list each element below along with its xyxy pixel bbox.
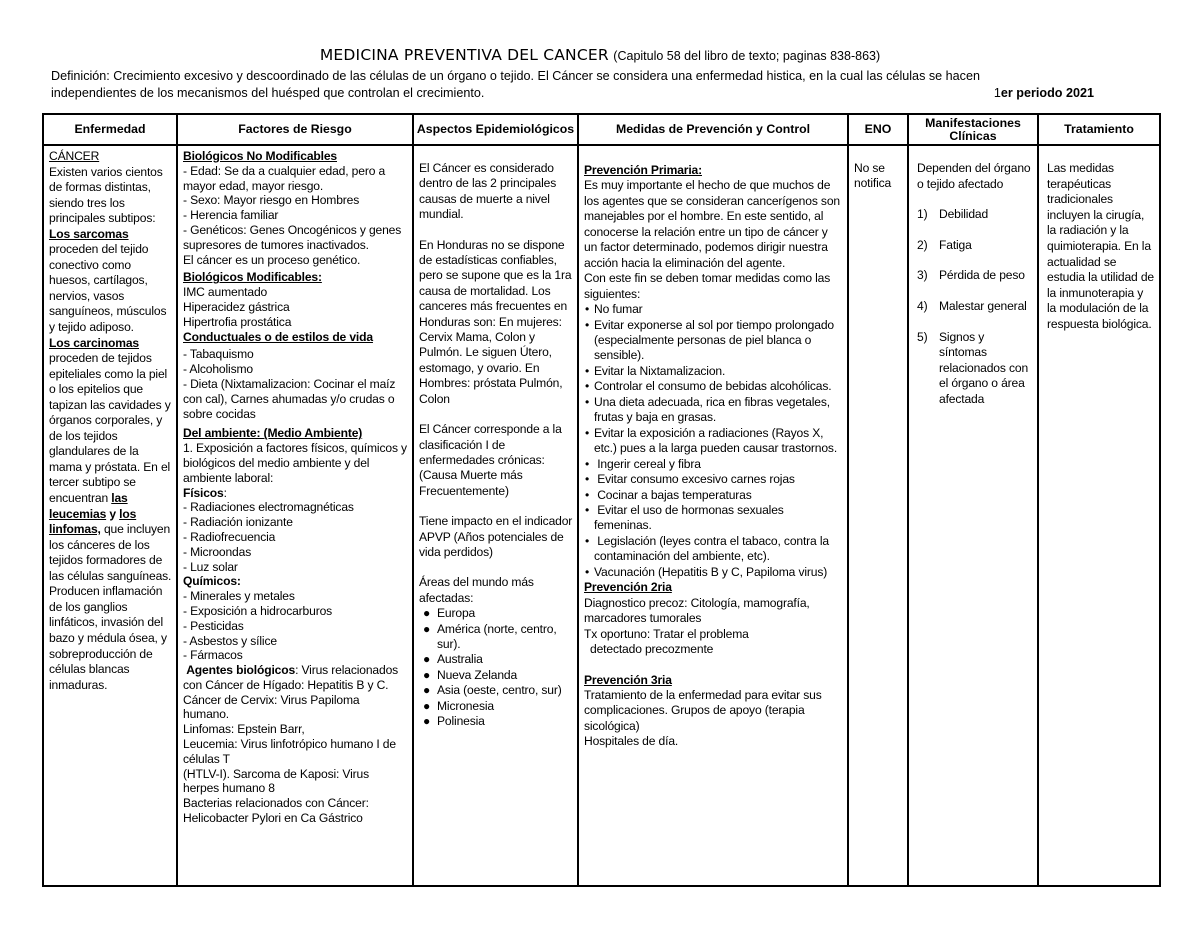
list-item: 3) Pérdida de peso xyxy=(917,268,1025,283)
disease-heading: CÁNCER xyxy=(49,149,100,163)
title-subtitle: (Capitulo 58 del libro de texto; paginas 838-863) xyxy=(613,49,881,63)
fisicos-colon: : xyxy=(223,485,227,500)
bullet-icon: • xyxy=(585,472,590,487)
list-item: • Evitar el uso de hormonas sexuales femeninas. xyxy=(585,502,784,533)
agentes-heading xyxy=(183,663,408,693)
bullet-icon: • xyxy=(585,302,590,317)
agentes-item: Cáncer de Cervix: Virus Papiloma humano. xyxy=(183,692,360,722)
aspectos-p5: Áreas del mundo más afectadas: xyxy=(419,575,534,605)
bullet-icon: • xyxy=(585,317,590,332)
list-item: • Controlar el consumo de bebidas alcohólicas. xyxy=(585,379,832,394)
list-item: ● Australia xyxy=(423,652,483,667)
cell-eno xyxy=(848,145,908,886)
bullet-icon: ● xyxy=(423,621,431,636)
disease-intro: Existen varios cientos de formas distintas, siendo tres los principales subtipos: xyxy=(49,164,163,226)
cell-enfermedad xyxy=(43,145,177,886)
bullet-icon: ● xyxy=(423,652,431,667)
factores-s2-title: Biológicos Modificables: xyxy=(183,270,322,285)
factores-s3-item: - Dieta (Nixtamalizacion: Cocinar el maíz con cal), Carnes ahumadas y/o crudas o sobre cocidas xyxy=(183,376,396,421)
list-item: • Una dieta adecuada, rica en fibras vegetales, frutas y baja en grasas. xyxy=(585,394,830,425)
header-factores: Factores de Riesgo xyxy=(177,114,413,145)
manifestaciones-intro: Dependen del órgano o tejido afectado xyxy=(917,161,1031,191)
cell-medidas xyxy=(578,145,848,886)
aspectos-p1: El Cáncer es considerado dentro de las 2 principales causas de muerte a nivel mundial. xyxy=(419,161,557,222)
fisicos-label: Físicos xyxy=(183,485,224,500)
cell-tratamiento xyxy=(1038,145,1160,886)
period-text: er periodo 2021 xyxy=(1000,86,1094,100)
prevencion-secundaria-text2: Tx oportuno: Tratar el problema xyxy=(584,626,749,641)
factores-s1-item: - Herencia familiar xyxy=(183,208,279,223)
bullet-icon: • xyxy=(585,564,590,579)
list-item: 1) Debilidad xyxy=(917,207,989,222)
carcinomas-text xyxy=(49,351,172,693)
sarcomas-text: proceden del tejido conectivo como huesos, cartílagos, nervios, vasos sanguíneos, músculos y tejido adiposo. xyxy=(49,242,167,335)
definition-line-2: independientes de los mecanismos del huésped que controlan el crecimiento. xyxy=(51,85,485,100)
period-number: 1 xyxy=(993,86,1001,100)
list-item: • Vacunación (Hepatitis B y C, Papiloma virus) xyxy=(585,564,828,579)
factores-s1-item: El cáncer es un proceso genético. xyxy=(183,252,361,267)
factores-s1-item: - Genéticos: Genes Oncogénicos y genes supresores de tumores inactivados. xyxy=(183,222,402,252)
fisicos-heading xyxy=(183,486,408,501)
list-item: • Evitar consumo excesivo carnes rojas xyxy=(585,472,795,487)
prevencion-primaria-text: Es muy importante el hecho de que muchos de los agentes que se consideran cancerígenos son manejables por el hombre. En este sentido, al conocerse la relación entre un tipo de cáncer y un factor determinado, podemos dirigir nuestra acción hacia la eliminación del agente. xyxy=(584,178,840,270)
quimicos-item: - Fármacos xyxy=(183,648,243,663)
bullet-icon: ● xyxy=(423,698,431,713)
leucemias-label: las leucemias xyxy=(49,491,128,521)
agentes-item: Linfomas: Epstein Barr, xyxy=(183,722,305,737)
agentes-item: Bacterias relacionados con Cáncer: Helicobacter Pylori en Ca Gástrico xyxy=(183,796,369,826)
factores-s2-item: Hiperacidez gástrica xyxy=(183,299,290,314)
bullet-icon: ● xyxy=(423,683,431,698)
carcinomas-desc: proceden de tejidos epiteliales como la piel o los epitelios que tapizan las cavidades y órganos corporales, y de los tejidos glandulares de la mama y próstata. En el tercer subtipo se encuentran xyxy=(49,351,171,506)
list-item: • Evitar la exposición a radiaciones (Rayos X, etc.) pues a la larga pueden causar trastornos. xyxy=(585,425,838,456)
list-item: • Evitar exponerse al sol por tiempo prolongado (especialmente personas de piel blanca o sensible). xyxy=(585,317,834,363)
factores-s2-item: IMC aumentado xyxy=(183,285,268,300)
fisicos-item: - Luz solar xyxy=(183,559,238,574)
header-eno: ENO xyxy=(848,114,908,145)
header-tratamiento: Tratamiento xyxy=(1038,114,1160,145)
prevencion-secundaria-text3: detectado precozmente xyxy=(590,642,714,657)
quimicos-label: Químicos: xyxy=(183,574,241,589)
quimicos-item: - Exposición a hidrocarburos xyxy=(183,603,333,618)
list-item: • Legislación (leyes contra el tabaco, contra la contaminación del ambiente, etc). xyxy=(585,533,829,564)
bullet-icon: ● xyxy=(423,606,431,621)
prevencion-primaria-title: Prevención Primaria: xyxy=(584,163,702,177)
factores-s1-item: - Sexo: Mayor riesgo en Hombres xyxy=(183,193,360,208)
linfomas-text: que incluyen los cánceres de los tejidos formadores de las células sanguíneas. Producen inflamación de los ganglios linfáticos, invasión del bazo y médula ósea, y sobreproducción de células blancas inmaduras. xyxy=(49,522,172,692)
header-medidas: Medidas de Prevención y Control xyxy=(578,114,848,145)
factores-s2-item: Hipertrofia prostática xyxy=(183,314,292,329)
list-item: • Evitar la Nixtamalizacion. xyxy=(585,363,726,378)
prevention-table xyxy=(42,113,1161,887)
prevencion-terciaria-text2: Hospitales de día. xyxy=(584,734,679,749)
aspectos-p3: El Cáncer corresponde a la clasificación I de enfermedades crónicas: (Causa Muerte más Frecuentemente) xyxy=(419,422,562,498)
factores-s1-item: - Edad: Se da a cualquier edad, pero a mayor edad, mayor riesgo. xyxy=(183,163,386,193)
list-item: 5) Signos y síntomas relacionados con el órgano o área afectada xyxy=(917,329,1029,406)
bullet-icon: • xyxy=(585,533,590,548)
cell-manifestaciones xyxy=(908,145,1038,886)
page-title xyxy=(0,46,1200,65)
prevencion-terciaria-text1: Tratamiento de la enfermedad para evitar sus complicaciones. Grupos de apoyo (terapia sicológica) xyxy=(584,687,822,733)
quimicos-item: - Minerales y metales xyxy=(183,589,295,604)
list-item: 4) Malestar general xyxy=(917,298,1027,313)
tratamiento-text: Las medidas terapéuticas tradicionales incluyen la cirugía, la radiación y la quimioterapia. En la actualidad se estudia la utilidad de la inmunoterapia y la modulación de la respuesta biológica. xyxy=(1047,161,1154,331)
linfomas-label: los linfomas, xyxy=(49,506,137,537)
period-label xyxy=(948,85,1094,102)
header-manifestaciones: Manifestaciones Clínicas xyxy=(908,114,1038,145)
bullet-icon: • xyxy=(585,379,590,394)
fisicos-item: - Radiaciones electromagnéticas xyxy=(183,500,354,515)
list-item: • Cocinar a bajas temperaturas xyxy=(585,487,752,502)
factores-s3-title: Conductuales o de estilos de vida xyxy=(183,329,373,344)
fisicos-item: - Radiofrecuencia xyxy=(183,529,276,544)
prevencion-secundaria-title: Prevención 2ria xyxy=(584,580,672,595)
factores-s1-title: Biológicos No Modificables xyxy=(183,149,338,163)
agentes-item: (HTLV-I). Sarcoma de Kaposi: Virus herpes humano 8 xyxy=(183,766,370,796)
factores-s4-intro: 1. Exposición a factores físicos, químicos y biológicos del medio ambiente y del ambiente laboral: xyxy=(183,441,407,485)
agentes-label: Agentes biológicos xyxy=(186,663,296,678)
cell-aspectos xyxy=(413,145,578,886)
prevencion-primaria-text2: Con este fin se deben tomar medidas como las siguientes: xyxy=(584,271,831,301)
aspectos-p2: En Honduras no se dispone de estadísticas confiables, pero se supone que es la 1ra causa de mortalidad. Los canceres más frecuentes en Honduras son: En mujeres: Cervix Mama, Colon y Pulmón. Le siguen Útero, estomago, y ovario. En Hombres: próstata Pulmón, Colon xyxy=(419,237,572,406)
table-header-row xyxy=(43,114,1160,145)
factores-s4-title: Del ambiente: (Medio Ambiente) xyxy=(183,426,363,441)
list-item: ● Asia (oeste, centro, sur) xyxy=(423,683,562,698)
fisicos-item: - Radiación ionizante xyxy=(183,515,293,530)
header-aspectos: Aspectos Epidemiológicos xyxy=(413,114,578,145)
quimicos-item: - Pesticidas xyxy=(183,618,244,633)
cell-factores xyxy=(177,145,413,886)
list-item: ● Nueva Zelanda xyxy=(423,667,518,682)
carcinomas-label: Los carcinomas xyxy=(49,335,139,350)
list-item: • No fumar xyxy=(585,302,643,317)
bullet-icon: ● xyxy=(423,714,431,728)
sarcomas-label: Los sarcomas xyxy=(49,226,129,241)
list-item: ● Europa xyxy=(423,606,476,621)
list-item: • Ingerir cereal y fibra xyxy=(585,456,701,471)
factores-s3-item: - Tabaquismo xyxy=(183,347,254,362)
header-enfermedad: Enfermedad xyxy=(43,114,177,145)
list-item: 2) Fatiga xyxy=(917,237,972,252)
list-item: ● América (norte, centro, sur). xyxy=(423,621,557,651)
agentes-rest: : Virus relacionados con Cáncer de Hígado: Hepatitis B y C. xyxy=(183,663,399,692)
prevencion-secundaria-text1: Diagnostico precoz: Citología, mamografía, marcadores tumorales xyxy=(584,595,810,626)
prevencion-terciaria-title: Prevención 3ria xyxy=(584,672,672,687)
quimicos-item: - Asbestos y sílice xyxy=(183,633,277,648)
table-row xyxy=(43,145,1160,886)
bullet-icon: ● xyxy=(423,667,431,682)
title-main: MEDICINA PREVENTIVA DEL CANCER xyxy=(319,46,609,64)
definition-line-1: Definición: Crecimiento excesivo y descoordinado de las células de un órgano o tejido. El Cáncer se considera una enfermedad histica, en la cual las células se hacen xyxy=(51,69,980,83)
bullet-icon: • xyxy=(585,394,590,409)
factores-s3-item: - Alcoholismo xyxy=(183,362,253,377)
fisicos-item: - Microondas xyxy=(183,544,252,559)
bullet-icon: • xyxy=(585,502,590,517)
aspectos-p4: Tiene impacto en el indicador APVP (Años potenciales de vida perdidos) xyxy=(419,514,573,559)
agentes-item: Leucemia: Virus linfotrópico humano I de células T xyxy=(183,737,396,766)
eno-text: No se notifica xyxy=(854,161,892,191)
bullet-icon: • xyxy=(585,487,590,502)
list-item: ● Polinesia xyxy=(423,714,485,728)
bullet-icon: • xyxy=(585,425,590,440)
list-item: ● Micronesia xyxy=(423,698,494,713)
bullet-icon: • xyxy=(585,363,590,378)
bullet-icon: • xyxy=(585,456,590,471)
and-word: y xyxy=(109,506,116,521)
